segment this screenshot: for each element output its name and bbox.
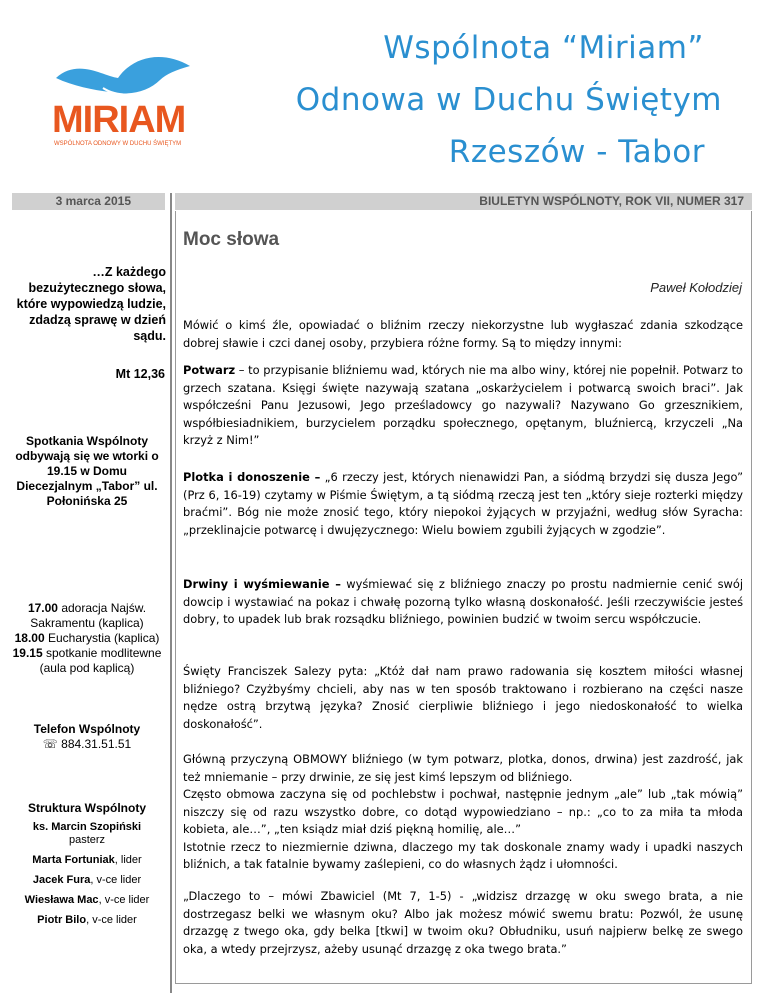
phone-icon: ☏ bbox=[42, 737, 58, 751]
logo-subtext: WSPÓLNOTA ODNOWY W DUCHU ŚWIĘTYM bbox=[54, 141, 182, 147]
article-paragraph: Plotka i donoszenie – „6 rzeczy jest, których nienawidzi Pan, a siódmą brzydzi się dusza Jego” (Prz 6, 16-19) czytamy w Piśmie Świętym, a tą siódmą rzeczą jest ten „który sieje rozterki między braćmi”. Bóg nie może znosić tego, który niepokoi żyjących w przyjaźni, według słów Syracha: „przeklinajcie potwarcę i dwujęzycznego: Wielu bowiem zgubili żyjących w zgodzie”. bbox=[183, 470, 743, 537]
article-paragraph: Święty Franciszek Salezy pyta: „Któż dał nam prawo radowania się kosztem miłości własnej bliźniego? Czyżbyśmy chcieli, aby nas w ten sposób traktowano i rozbierano na części nasze nędze ostrą brzytwą języka? Znosić cierpliwie bliźniego i jego niedoskonałość to wielka doskonałość”. bbox=[183, 664, 743, 731]
article-author: Paweł Kołodziej bbox=[650, 280, 742, 295]
issue-date: 3 marca 2015 bbox=[55, 194, 131, 208]
article-paragraph: Główną przyczyną OBMOWY bliźniego (w tym potwarz, plotka, donos, drwina) jest zazdrość, jak też mniemanie – przy drwinie, ze się jest kimś lepszym od bliźniego. Często obmowa zaczyna się od pochlebstw i pochwał, następnie jednym „ale” lub „tak mówią” niszczy się od razu wszystko dobre, co dotąd wypowiedziano – np.: „co to za miła ta młoda kobieta, ale…”, „ten ksiądz miał dziś piękną homilię, ale…” Istotnie rzecz to niezmiernie dziwna, dlaczego my tak doskonale znamy wady i upadki naszych bliźnich, a tak fatalnie bywamy zaślepieni, co do własnych żądz i ułomności. bbox=[183, 752, 743, 871]
structure-member: Jacek Fura, v-ce lider bbox=[32, 874, 142, 886]
structure-member: Marta Fortuniak, lider bbox=[32, 854, 142, 866]
title-line-1: Wspólnota “Miriam” bbox=[383, 30, 704, 66]
date-bar bbox=[12, 193, 165, 210]
title-line-3: Rzeszów - Tabor bbox=[448, 134, 705, 170]
schedule-item: 17.00 adoracja Najśw. Sakramentu (kaplica) bbox=[27, 601, 147, 630]
schedule bbox=[12, 601, 162, 676]
structure-member: Wiesława Mac, v-ce lider bbox=[24, 894, 150, 906]
title-line-2: Odnowa w Duchu Świętym bbox=[295, 82, 722, 118]
meetings-info: Spotkania Wspólnoty odbywają się we wtorki o 19.15 w Domu Diecezjalnym „Tabor” ul. Połonińska 25 bbox=[15, 434, 159, 508]
article-paragraph: Drwiny i wyśmiewanie – wyśmiewać się z bliźniego znaczy po prostu nadmiernie cenić swój dowcip i wystawiać na pokaz i chwałę pozorną tylko własną doskonałość. Jeśli rzeczywiście jesteś dobry, to upadek lub brak rozsądku bliźniego, powinien budzić w twoim sercu współczucie. bbox=[183, 577, 743, 626]
article-paragraph: „Dlaczego to – mówi Zbawiciel (Mt 7, 1-5) - „widzisz drzazgę w oku swego brata, a nie dostrzegasz belki we własnym oku? Albo jak możesz mówić swemu bratu: Pozwól, że usunę drzazgę z twego oka, gdy belka [tkwi] w twoim oku? Obłudniku, usuń najpierw belkę ze swego oka, a wtedy przejrzysz, ażeby usunąć drzazgę z oka twego brata.” bbox=[183, 889, 743, 956]
structure-block bbox=[12, 801, 162, 927]
dove-icon bbox=[56, 57, 190, 94]
quote-reference: Mt 12,36 bbox=[115, 367, 165, 381]
structure-member: Piotr Bilo, v-ce lider bbox=[37, 914, 137, 926]
bulletin-bar bbox=[175, 193, 752, 210]
structure-title: Struktura Wspólnoty bbox=[27, 801, 146, 815]
phone-block bbox=[12, 722, 162, 752]
structure-member: ks. Marcin Szopiński pasterz bbox=[32, 821, 142, 846]
schedule-item: 19.15 spotkanie modlitewne (aula pod kaplicą) bbox=[12, 646, 162, 675]
miriam-logo bbox=[48, 48, 198, 148]
logo-wordmark: MIRIAM bbox=[52, 99, 186, 141]
bulletin-info: BIULETYN WSPÓLNOTY, ROK VII, NUMER 317 bbox=[479, 194, 744, 208]
phone-number: 884.31.51.51 bbox=[61, 737, 132, 751]
sidebar-quote: …Z każdego bezużytecznego słowa, które wypowiedzą ludzie, zdadzą sprawę w dzień sądu. bbox=[16, 265, 166, 343]
schedule-item: 18.00 Eucharystia (kaplica) bbox=[14, 631, 160, 645]
column-divider bbox=[170, 193, 172, 993]
article-title: Moc słowa bbox=[183, 229, 280, 250]
article-intro: Mówić o kimś źle, opowiadać o bliźnim rzeczy niekorzystne lub wygłaszać zdania szkodzące dobrej sławie i czci danej osoby, przybiera różne formy. Są to między innymi: bbox=[183, 318, 743, 350]
phone-label: Telefon Wspólnoty bbox=[33, 722, 141, 736]
article-paragraph: Potwarz – to przypisanie bliźniemu wad, których nie ma albo winy, której nie popełnił. Potwarz to grzech szatana. Księgi święte nazywają szatana „oskarżycielem i potwarcą swoich braci”. Jak współcześni Panu Jezusowi, Jego prześladowcy go nazywali? Nazywano Go grzesznikiem, współbiesiadnikiem, burzycielem porządku społecznego, opętanym, bluźniercą, krzyczeli „Na krzyż z Nim!” bbox=[183, 363, 743, 447]
